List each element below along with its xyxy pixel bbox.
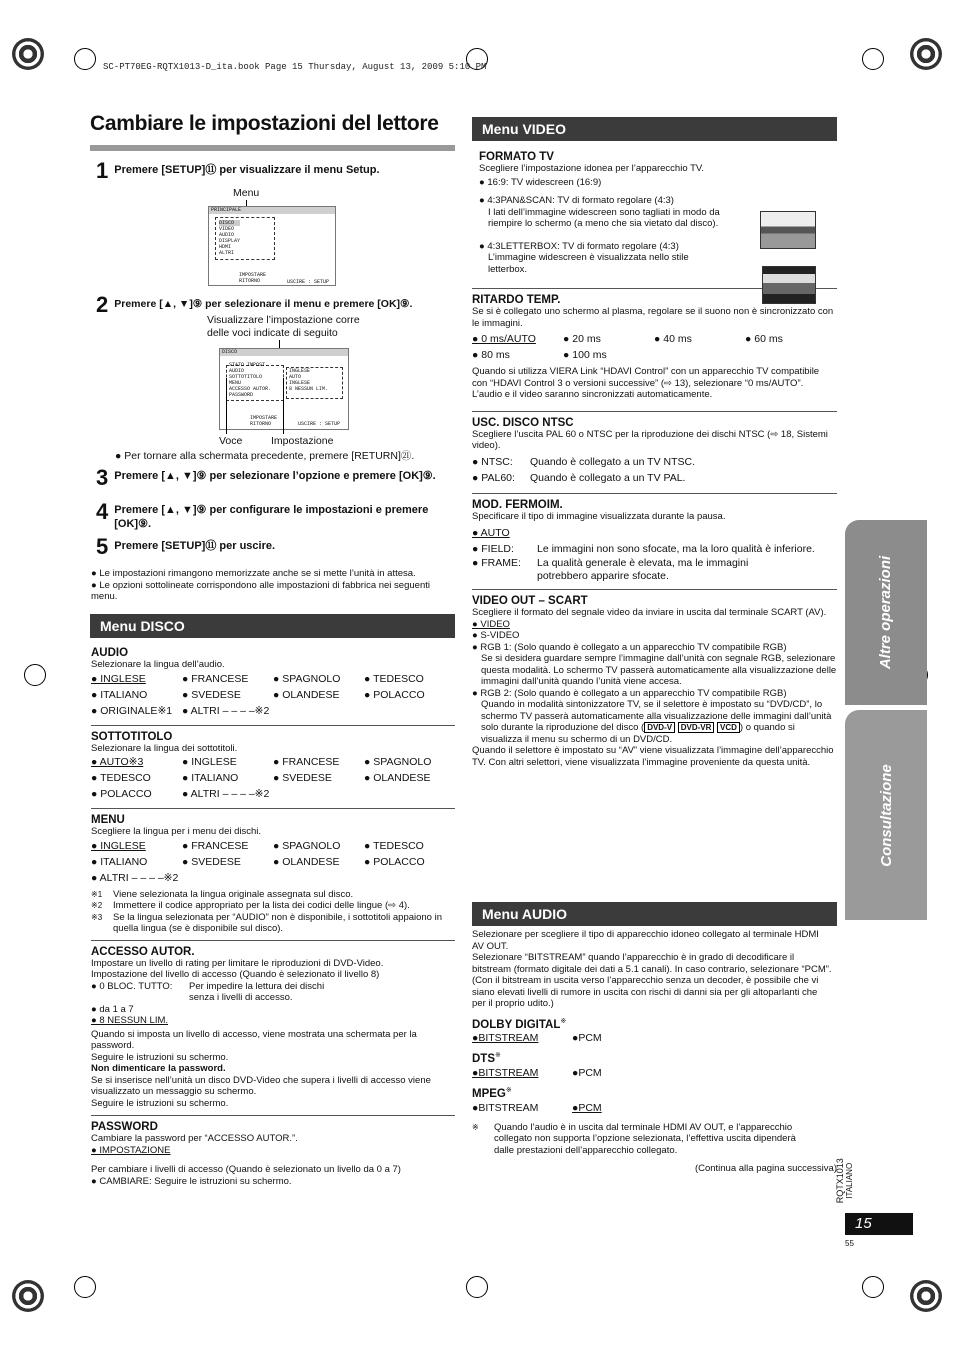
page-title: Cambiare le impostazioni del lettore — [90, 112, 439, 135]
menu-lang-options — [91, 838, 455, 886]
option: ● INGLESE — [91, 672, 146, 685]
option — [273, 786, 364, 802]
option-row — [91, 838, 455, 854]
screen-menu-list: DISCO VIDEO AUDIO DISPLAY HDMI ALTRI — [219, 220, 241, 256]
option: ● AUTO※3 — [91, 756, 144, 768]
option: ● POLACCO — [91, 788, 152, 800]
voce-pointer — [226, 378, 227, 434]
step-number: 1 — [96, 158, 109, 183]
option-row — [91, 870, 455, 886]
option — [364, 870, 455, 886]
option: ● 40 ms — [654, 333, 692, 345]
small-page-number: 55 — [845, 1239, 854, 1248]
doc-lang: ITALIANO — [845, 1162, 855, 1199]
title-underline — [90, 145, 455, 151]
option — [654, 347, 745, 363]
option: ● FRANCESE — [182, 839, 249, 852]
return-note: ● Per tornare alla schermata precedente, premere [RETURN]㉑. — [115, 450, 415, 462]
registration-mark-tr — [910, 38, 942, 70]
notes: ● Le impostazioni rimangono memorizzate anche se si mette l’unità in attesa. ● Le opzioni sottolineate corrispondono alle impostazioni di fabbrica nei seguenti menu. — [91, 568, 430, 602]
delay-options — [472, 331, 837, 363]
option: ● OLANDESE — [273, 855, 340, 868]
step-text: Premere [SETUP]⑪ per visualizzare il menu Setup. — [114, 164, 380, 176]
option: ● ALTRI – – – –※2 — [91, 871, 179, 884]
registration-mark-bl — [12, 1280, 44, 1312]
screen2-values: INGLESE AUTO INGLESE 8 NESSUN LIM. — [289, 368, 329, 392]
menu-video-bar: Menu VIDEO — [472, 117, 837, 141]
option: ● POLACCO — [364, 688, 425, 701]
vcd-badge: VCD — [717, 722, 740, 733]
crop-mark-left — [24, 664, 46, 686]
screen-exit: USCIRE : SETUP — [287, 279, 330, 285]
crop-mark-tr — [862, 48, 884, 70]
option: ● 0 ms/AUTO — [472, 333, 536, 345]
screen2-caption: Visualizzare l’impostazione corre delle voci indicate di seguito — [207, 314, 360, 339]
option: ● SVEDESE — [273, 772, 332, 784]
option: ● SPAGNOLO — [273, 672, 341, 685]
option — [364, 703, 455, 719]
steps — [96, 160, 456, 182]
footnote: ※3 Se la lingua selezionata per “AUDIO” non è disponibile, i sottotitoli appaiono in quella lingua (se è disponibile sul disco). — [91, 911, 443, 934]
registration-mark-br — [910, 1280, 942, 1312]
option-row — [91, 786, 455, 802]
option — [364, 786, 455, 802]
option: ● 20 ms — [563, 333, 601, 345]
dvd-vr-badge: DVD-VR — [678, 722, 715, 733]
option: ● SPAGNOLO — [273, 839, 341, 852]
option-row — [91, 671, 455, 687]
screen-bar: PRINCIPALE — [209, 207, 335, 214]
crop-mark-br — [862, 1276, 884, 1298]
video-section: FORMATO TV Scegliere l’impostazione idonea per l’apparecchio TV. ● 16:9: TV widescreen (16:9) ● 4:3PAN&SCAN: TV di formato regolare (4:3) I lati dell’immagine widescreen sono tagliati in modo da riempire lo schermo (a meno che sia vietato dal disco). ● 4:3LETTERBOX: TV di formato regolare (4:3) L’immagine widescreen è visualizzata nello stile letterbox. RITARDO TEMP. Se si è collegato uno schermo al plasma, regolare se il suono non è sincronizzato con le immagini. ● 0 ms/AUTO ● 20 ms ● 40 ms ● 60 ms ● 80 ms ● 100 ms Quando si utilizza VIERA Link “HDAVI Control” con un apparecchio TV compatibile con “HDAVI Control 3 o versioni successive” (⇨ 13), selezionare “0 ms/AUTO”. L’audio e il video saranno sincronizzati automaticamente. USC. DISCO NTSC Scegliere l’uscita PAL 60 o NTSC per la riproduzione dei dischi NTSC (⇨ 18, Sistemi video). ● NTSC: Quando è collegato a un TV NTSC. ● PAL60: Quando è collegato a un TV PAL. MOD. FERMOIM. Specificare il tipo di immagine visualizzata durante la pausa. ● AUTO ● FIELD: Le immagini non sono sfocate, ma la loro qualità è inferiore. ● FRAME: La qualità generale è elevata, ma le immagini potrebbero apparire sfocate. VIDEO OUT – SCART Scegliere il formato del segnale video da inviare in uscita dal terminale SCART (AV). ● VIDEO ● S-VIDEO ● RGB 1: (Solo quando è collegato a un apparecchio TV compatibile RGB) Se si desidera guardare sempre l’immagine dall’unità con segnale RGB, selezionare questa modalità. Lo schermo TV passerà automaticamente alla visualizzazione delle immagini dall’unità quando l’unità viene accesa. ● RGB 2: (Solo quando è collegato a un apparecchio TV compatibile RGB) Quando in modalità sintonizzatore TV, se il selettore è impostato su “DVD/CD”, lo schermo TV passerà automaticamente alla visualizzazione delle immagini dall’unità solo durante la riproduzione del disco ( DVD-V DVD-VR VCD ) o quando si visualizza il menu su schermo di un DVD/CD. Quando il selettore è impostato su “AV” viene visualizzata l’immagine dell’apparecchio TV. Con altri selettori, viene visualizzata l’immagine proveniente da questa unità. — [472, 151, 837, 768]
crop-mark-bottom — [466, 1276, 488, 1298]
option-row — [472, 331, 837, 347]
audio-options — [91, 671, 455, 719]
setup-screen-main — [208, 206, 336, 286]
screen2-footer: IMPOSTARE RITORNO — [250, 415, 278, 427]
option: ● POLACCO — [364, 855, 425, 868]
subtitle-options — [91, 754, 455, 802]
option: ● 80 ms — [472, 349, 510, 361]
dvd-v-badge: DVD-V — [644, 722, 675, 733]
step-4: 4 Premere [▲, ▼]⑨ per configurare le impostazioni e premere [OK]⑨. — [96, 499, 429, 530]
option — [182, 870, 273, 886]
option: ● ITALIANO — [182, 772, 239, 784]
option-row — [91, 854, 455, 870]
crop-mark-bl — [74, 1276, 96, 1298]
option: ● FRANCESE — [273, 756, 340, 768]
option: ● FRANCESE — [182, 672, 249, 685]
option — [273, 703, 364, 719]
footnote: ※1 Viene selezionata la lingua originale assegnata sul disco. — [91, 888, 354, 900]
option: ● TEDESCO — [364, 839, 424, 852]
option — [273, 870, 364, 886]
option: ● TEDESCO — [91, 772, 151, 784]
registration-mark-tl — [12, 38, 44, 70]
option: ● OLANDESE — [273, 688, 340, 701]
step-3: 3 Premere [▲, ▼]⑨ per selezionare l’opzione e premere [OK]⑨. — [96, 465, 436, 490]
step-1 — [96, 160, 456, 182]
option — [745, 347, 836, 363]
audio-section: Selezionare per scegliere il tipo di apparecchio idoneo collegato al terminale HDMI AV OUT. Selezionare “BITSTREAM” quando l’apparecchio è in grado di decodificare il bitstream (formato digitale dei dati a 5.1 canali). In caso contrario, selezionare “PCM”. (Con il bitstream in uscita verso l’apparecchio senza un decoder, è possibile che vi siano elevati livelli di rumore in uscita con rischi di danni sia per gli altoparlanti che per il proprio udito.) DOLBY DIGITAL※ ●BITSTREAM ●PCM DTS※ ●BITSTREAM ●PCM MPEG※ ●BITSTREAM ●PCM ※ Quando l’audio è in uscita dal terminale HDMI AV OUT, e l’apparecchio collegato non supporta l’opzione selezionata, l’effettiva uscita dipenderà dalle prestazioni dell’apparecchio collegato. (Continua alla pagina successiva) — [472, 929, 837, 1175]
option: ● TEDESCO — [364, 672, 424, 685]
doc-code: RQTX1013 — [834, 1158, 845, 1204]
option: ● ITALIANO — [91, 855, 148, 868]
voce-label: Voce — [219, 435, 243, 447]
screen-footer: IMPOSTARE RITORNO — [239, 272, 267, 284]
option-row — [91, 687, 455, 703]
option: ● 60 ms — [745, 333, 783, 345]
tv-letterbox-image — [762, 266, 816, 304]
tab-consultazione[interactable]: Consultazione — [845, 710, 927, 920]
menu-disco-bar: Menu DISCO — [90, 614, 455, 638]
option: ● SVEDESE — [182, 688, 241, 701]
page-number-box: 15 — [845, 1213, 913, 1235]
option: ● 100 ms — [563, 349, 607, 361]
option: ● SVEDESE — [182, 855, 241, 868]
step-5: 5 Premere [SETUP]⑪ per uscire. — [96, 534, 276, 559]
impostazione-label: Impostazione — [271, 435, 334, 447]
disco-footnotes — [91, 889, 455, 935]
tv-panscan-image — [760, 211, 816, 249]
tab-altre-operazioni[interactable]: Altre operazioni — [845, 520, 927, 705]
option-row — [91, 703, 455, 719]
screen1-label: Menu — [233, 187, 260, 199]
menu-audio-bar: Menu AUDIO — [472, 902, 837, 926]
step-2: 2 Premere [▲, ▼]⑨ per selezionare il menu e premere [OK]⑨. — [96, 292, 413, 317]
screen2-exit: USCIRE : SETUP — [298, 421, 341, 427]
option: ● INGLESE — [182, 756, 237, 768]
option: ● ALTRI – – – –※2 — [182, 788, 270, 800]
impostazione-pointer — [283, 378, 284, 434]
book-header: SC-PT70EG-RQTX1013-D_ita.book Page 15 Thursday, August 13, 2009 5:10 PM — [103, 62, 487, 72]
option: ● INGLESE — [91, 839, 146, 852]
option: ● SPAGNOLO — [364, 756, 432, 768]
footnote: ※2 Immettere il codice appropriato per la lista dei codici delle lingue (⇨ 4). — [91, 900, 410, 911]
option: ● ORIGINALE※1 — [91, 704, 173, 717]
option: ● OLANDESE — [364, 772, 431, 784]
option-row — [91, 754, 455, 770]
option-row — [472, 347, 837, 363]
crop-mark-tl — [74, 48, 96, 70]
option: ● ALTRI – – – –※2 — [182, 704, 270, 717]
option: ● ITALIANO — [91, 688, 148, 701]
screen2-items: STATO IMPOST. AUDIO SOTTOTITOLO MENU ACCESSO AUTOR. PASSWORD — [229, 362, 272, 398]
setup-screen-disco: DISCO STATO IMPOST. AUDIO SOTTOTITOLO MENU ACCESSO AUTOR. PASSWORD INGLESE AUTO INGLESE 8 NESSUN LIM. IMPOSTARE RITORNO USCIRE : SETUP — [219, 348, 349, 430]
option-row — [91, 770, 455, 786]
disco-section: AUDIO Selezionare la lingua dell’audio. ● INGLESE ● FRANCESE ● SPAGNOLO ● TEDESCO ● ITALIANO ● SVEDESE ● OLANDESE ● POLACCO ● ORIGINALE※1 ● ALTRI – – – –※2 SOTTOTITOLO Selezionare la lingua dei sottotitoli. ● AUTO※3 ● INGLESE ● FRANCESE ● SPAGNOLO ● TEDESCO ● ITALIANO ● SVEDESE ● OLANDESE ● POLACCO ● ALTRI – – – –※2 MENU Scegliere la lingua per i menu dei dischi. ● INGLESE ● FRANCESE ● SPAGNOLO ● TEDESCO ● ITALIANO ● SVEDESE ● OLANDESE ● POLACCO ● ALTRI – – – –※2 ※1 Viene selezionata la lingua originale assegnata sul disco. ※2 Immettere il codice appropriato per la lista dei codici delle lingue (⇨ 4). ※3 Se la lingua selezionata per “AUDIO” non è disponibile, i sottotitoli appaiono in quella lingua (se è disponibile sul disco). ACCESSO AUTOR. Impostare un livello di rating per limitare le riproduzioni di DVD-Video. Impostazione del livello di accesso (Quando è selezionato il livello 8) ● 0 BLOC. TUTTO: Per impedire la lettura dei dischi senza i livelli di accesso. ● da 1 a 7 ● 8 NESSUN LIM. Quando si imposta un livello di accesso, viene mostrata una schermata per la password. Seguire le istruzioni su schermo. Non dimenticare la password. Se si inserisce nell’unità un disco DVD-Video che supera i livelli di accesso viene visualizzato un messaggio su schermo. Seguire le istruzioni su schermo. PASSWORD Cambiare la password per “ACCESSO AUTOR.”. ● IMPOSTAZIONE Per cambiare i livelli di accesso (Quando è selezionato un livello da 0 a 7) ● CAMBIARE: Seguire le istruzioni su schermo. — [91, 647, 455, 1187]
